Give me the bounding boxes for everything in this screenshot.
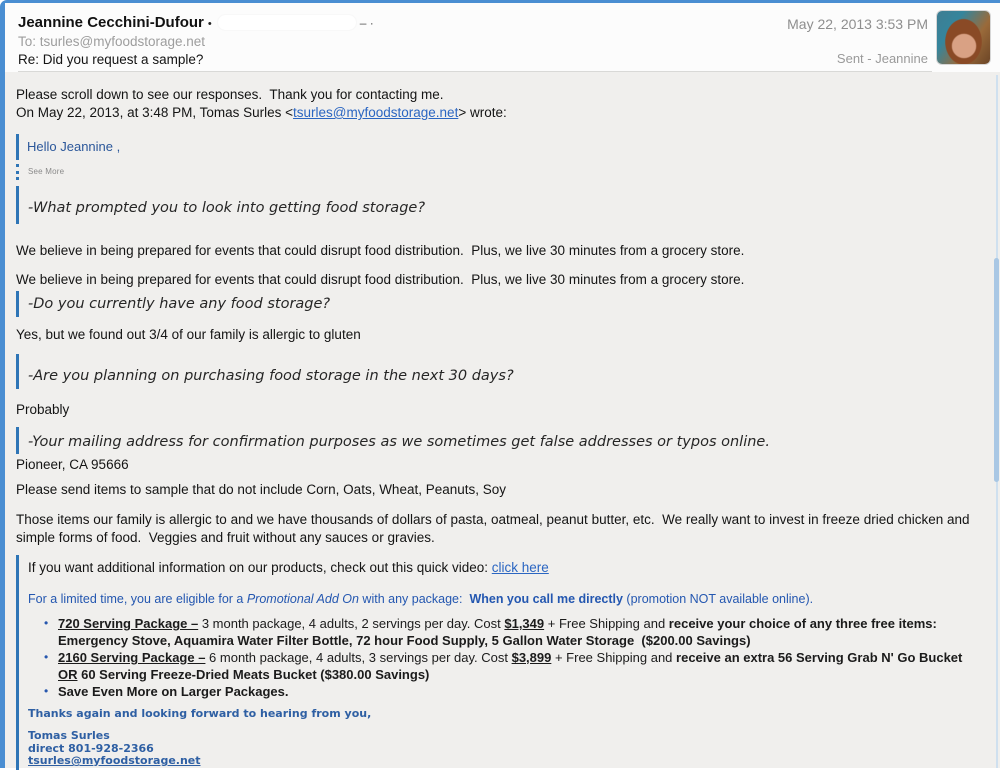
- answer-sample-request: Please send items to sample that do not include Corn, Oats, Wheat, Peanuts, Soy: [16, 482, 507, 497]
- video-link[interactable]: click here: [491, 560, 549, 575]
- promo-offer-line: For a limited time, you are eligible for a Promotional Add On with any package: When you call me directly (promotion NOT available online).: [28, 592, 814, 606]
- promo-quote-block: [16, 555, 974, 770]
- message-body: [5, 72, 1000, 770]
- quoted-greeting: Hello Jeannine ,: [16, 134, 974, 160]
- package-item-720: • 720 Serving Package – 3 month package, 4 adults, 2 servings per day. Cost $1,349 + Free Shipping and receive your choice of any three free items: Emergency Stove, Aquamira Water Filter Bottle, 72 hour Food Supply, 5 Gallon Water Storage ($200.00 Savings): [44, 615, 974, 649]
- package-item-save-more: • Save Even More on Larger Packages.: [44, 683, 974, 700]
- question-30-days: -Are you planning on purchasing food storage in the next 30 days?: [16, 354, 974, 389]
- redacted-email-blob: [218, 15, 356, 30]
- intro-line: Please scroll down to see our responses. Thank you for contacting me.: [16, 87, 444, 102]
- sender-bullet: •: [207, 18, 212, 30]
- sender-email-link[interactable]: tsurles@myfoodstorage.net: [293, 105, 459, 120]
- question-current-storage: -Do you currently have any food storage?: [16, 291, 974, 317]
- subject-line: Re: Did you request a sample?: [18, 52, 204, 67]
- sender-avatar[interactable]: [937, 11, 990, 64]
- quote-attribution: On May 22, 2013, at 3:48 PM, Tomas Surles <tsurles@myfoodstorage.net> wrote:: [16, 105, 507, 120]
- to-label: To:: [18, 34, 40, 49]
- message-header: [5, 3, 1000, 72]
- signature-email-link[interactable]: tsurles@myfoodstorage.net: [28, 754, 201, 767]
- from-row: [18, 14, 374, 31]
- video-line: If you want additional information on our products, check out this quick video: click here: [28, 560, 549, 575]
- message-date: May 22, 2013 3:53 PM: [787, 16, 928, 32]
- to-row: [18, 34, 205, 49]
- answer-prepared-2: We believe in being prepared for events that could disrupt food distribution. Plus, we live 30 minutes from a grocery store.: [16, 272, 745, 287]
- redaction-mark: – ·: [359, 16, 374, 30]
- answer-mailing-address: Pioneer, CA 95666: [16, 457, 129, 472]
- sender-name: Jeannine Cecchini-Dufour: [18, 14, 204, 31]
- package-item-2160: • 2160 Serving Package – 6 month package, 4 adults, 3 servings per day. Cost $3,899 + Free Shipping and receive an extra 56 Serving Grab N' Go Bucket OR 60 Serving Freeze-Dried Meats Bucket ($380.00 Savings): [44, 649, 974, 683]
- mailbox-label: Sent - Jeannine: [836, 51, 928, 66]
- scrollbar-thumb[interactable]: [994, 258, 999, 482]
- signature-block: [28, 730, 974, 768]
- answer-allergies: Those items our family is allergic to and we have thousands of dollars of pasta, oatmeal, peanut butter, etc. We really want to invest in freeze dried chicken and simple forms of food. Veggies and fruit without any sauces or gravies.: [16, 512, 974, 545]
- answer-current-storage: Yes, but we found out 3/4 of our family is allergic to gluten: [16, 327, 361, 342]
- answer-30-days: Probably: [16, 402, 70, 417]
- question-mailing-address: -Your mailing address for confirmation purposes as we sometimes get false addresses or typos online.: [16, 427, 974, 454]
- signature-phone: direct 801-928-2366: [28, 741, 154, 755]
- see-more-button[interactable]: See More: [16, 164, 974, 180]
- question-prompted: -What prompted you to look into getting food storage?: [16, 186, 974, 224]
- answer-prepared-1: We believe in being prepared for events that could disrupt food distribution. Plus, we live 30 minutes from a grocery store.: [16, 243, 745, 258]
- closing-line: Thanks again and looking forward to hearing from you,: [28, 707, 372, 720]
- package-list: [28, 615, 974, 700]
- signature-name: Tomas Surles: [28, 729, 110, 742]
- to-address: tsurles@myfoodstorage.net: [39, 34, 206, 49]
